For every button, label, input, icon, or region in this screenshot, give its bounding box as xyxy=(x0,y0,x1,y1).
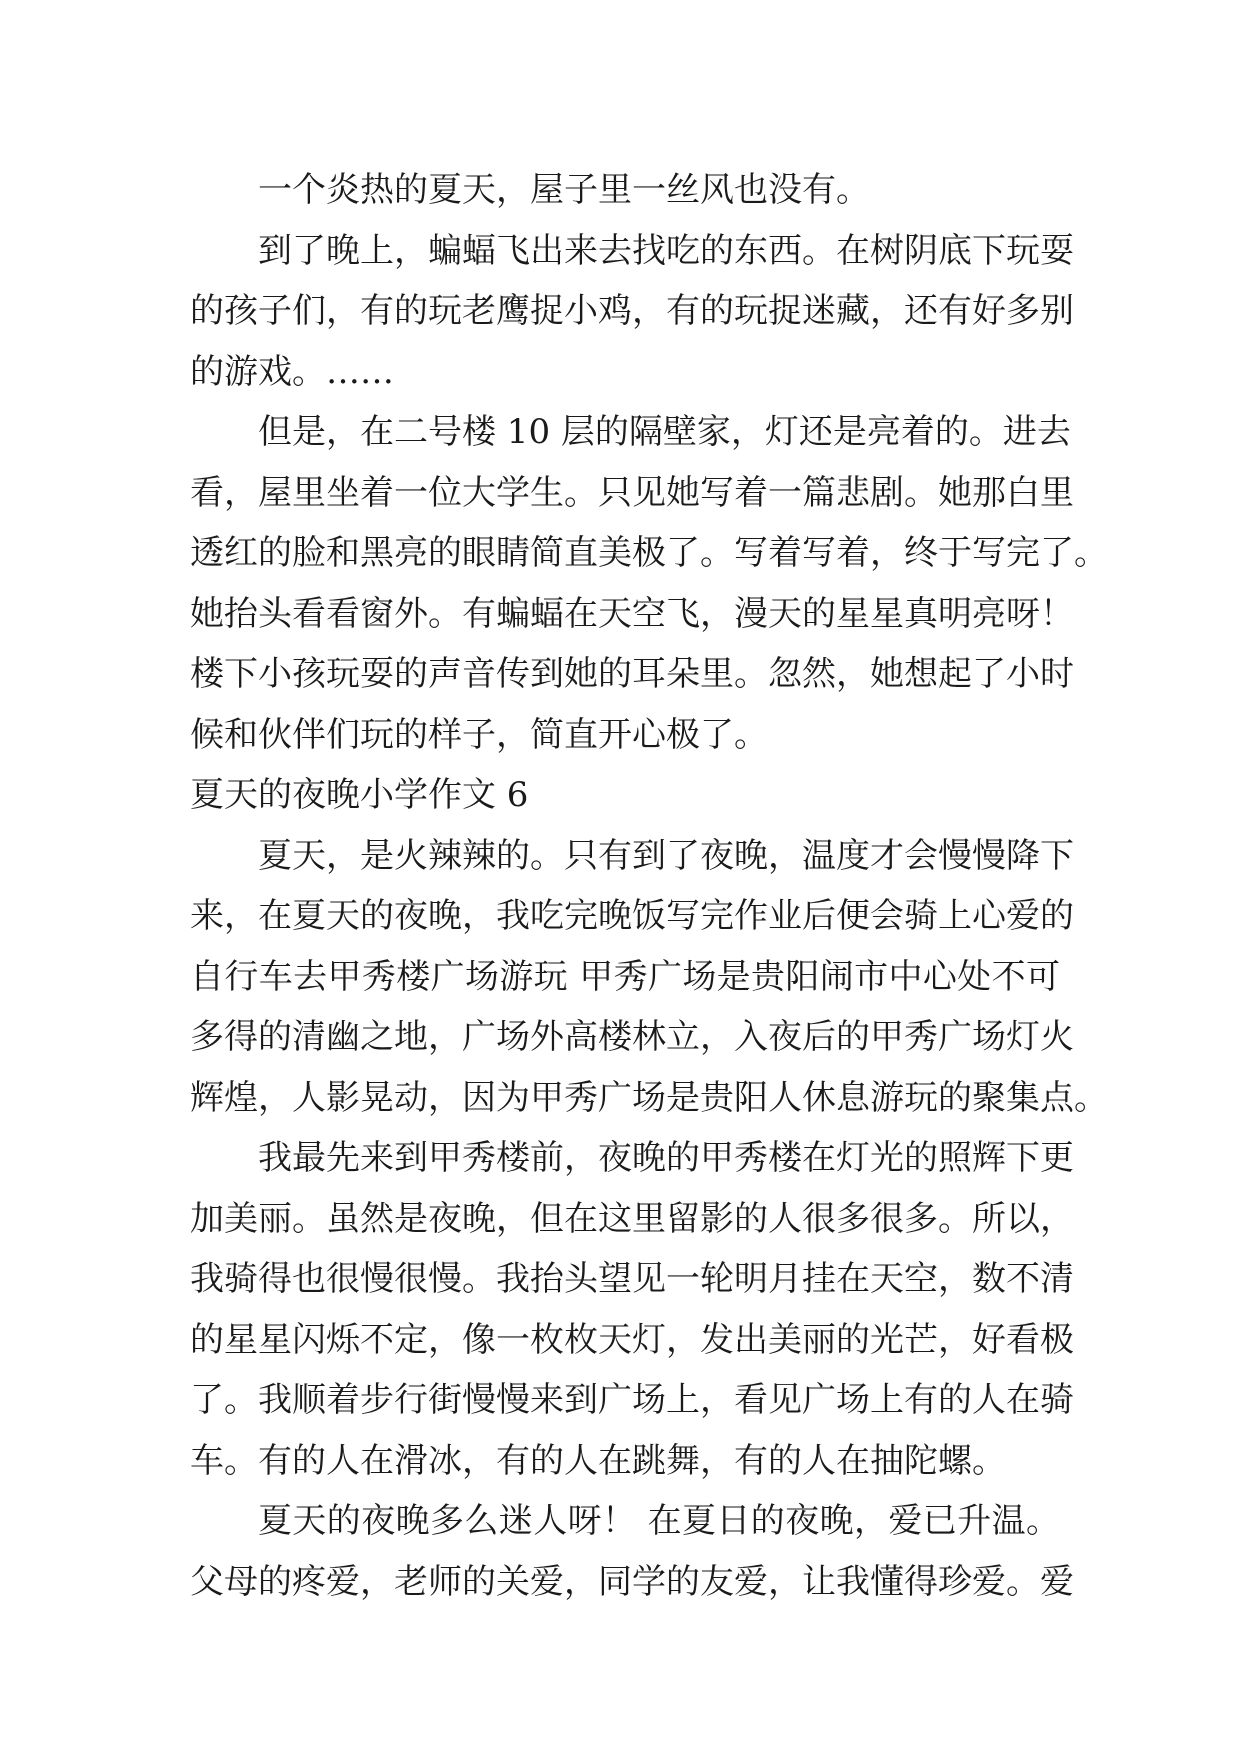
paragraph-line: 楼下小孩玩耍的声音传到她的耳朵里。忽然，她想起了小时 xyxy=(190,654,1074,694)
paragraph-line: 我骑得也很慢很慢。我抬头望见一轮明月挂在天空，数不清 xyxy=(190,1259,1074,1299)
paragraph-line: 辉煌，人影晃动，因为甲秀广场是贵阳人休息游玩的聚集点。 xyxy=(190,1077,1108,1118)
section-heading: 夏天的夜晚小学作文 6 xyxy=(190,775,529,815)
paragraph-line: 了。我顺着步行街慢慢来到广场上，看见广场上有的人在骑 xyxy=(190,1380,1074,1420)
paragraph-line: 多得的清幽之地，广场外高楼林立，入夜后的甲秀广场灯火 xyxy=(190,1017,1074,1057)
paragraph-line: 但是，在二号楼 10 层的隔壁家，灯还是亮着的。进去 xyxy=(258,412,1071,452)
paragraph-line: 一个炎热的夏天，屋子里一丝风也没有。 xyxy=(258,170,870,210)
paragraph-line: 透红的脸和黑亮的眼睛简直美极了。写着写着，终于写完了。 xyxy=(190,533,1108,573)
document-body xyxy=(190,160,1108,1612)
paragraph-line: 来，在夏天的夜晚，我吃完晚饭写完作业后便会骑上心爱的 xyxy=(190,896,1074,936)
paragraph-line: 父母的疼爱，老师的关爱，同学的友爱，让我懂得珍爱。爱 xyxy=(190,1561,1074,1602)
paragraph-line: 我最先来到甲秀楼前，夜晚的甲秀楼在灯光的照辉下更 xyxy=(258,1138,1074,1178)
paragraph-line: 看，屋里坐着一位大学生。只见她写着一篇悲剧。她那白里 xyxy=(190,472,1074,513)
paragraph-line: 到了晚上，蝙蝠飞出来去找吃的东西。在树阴底下玩耍 xyxy=(258,230,1074,271)
paragraph-line: 的游戏。…… xyxy=(190,351,394,392)
paragraph-line: 她抬头看看窗外。有蝙蝠在天空飞，漫天的星星真明亮呀！ xyxy=(190,593,1074,634)
paragraph-line: 的星星闪烁不定，像一枚枚天灯，发出美丽的光芒，好看极 xyxy=(190,1319,1074,1360)
paragraph-line: 自行车去甲秀楼广场游玩 甲秀广场是贵阳闹市中心处不可 xyxy=(190,956,1060,997)
paragraph-line: 夏天的夜晚多么迷人呀！ 在夏日的夜晚，爱已升温。 xyxy=(258,1501,1060,1541)
paragraph-line: 加美丽。虽然是夜晚，但在这里留影的人很多很多。所以， xyxy=(190,1198,1074,1239)
paragraph-line: 夏天，是火辣辣的。只有到了夜晚，温度才会慢慢降下 xyxy=(258,835,1074,876)
paragraph-line: 候和伙伴们玩的样子，简直开心极了。 xyxy=(190,714,768,755)
paragraph-line: 车。有的人在滑冰，有的人在跳舞，有的人在抽陀螺。 xyxy=(190,1440,1006,1481)
paragraph-line: 的孩子们，有的玩老鹰捉小鸡，有的玩捉迷藏，还有好多别 xyxy=(190,291,1074,331)
